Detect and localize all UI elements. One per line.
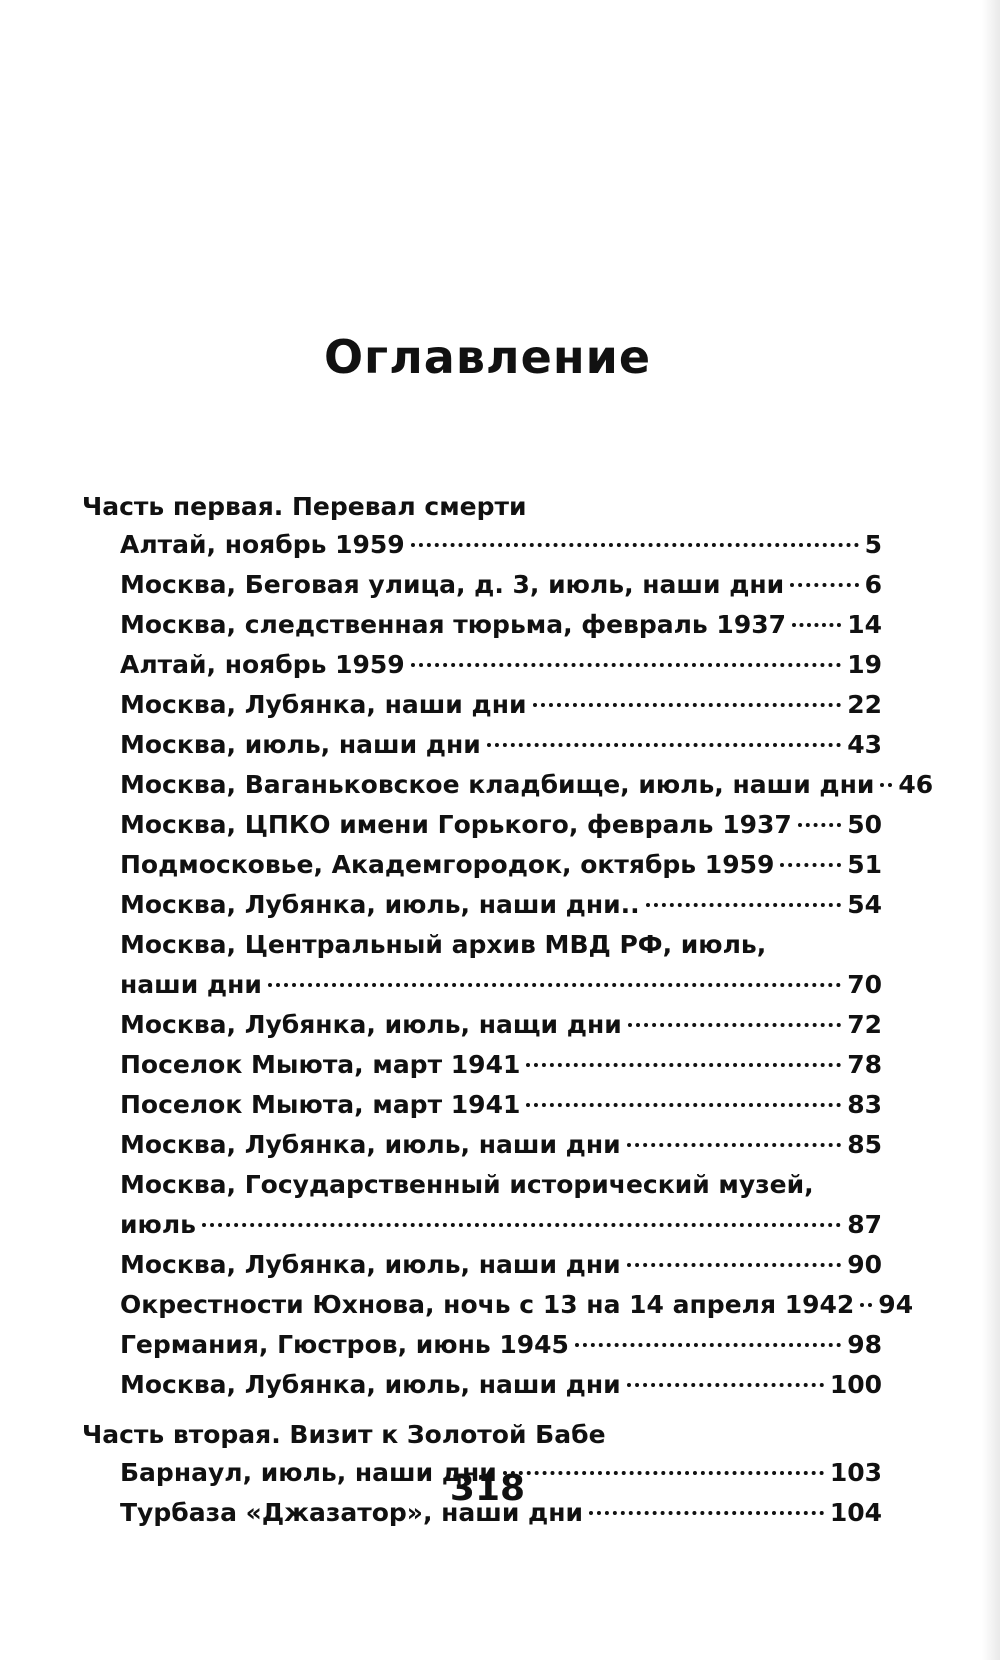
toc-entry-page: 85 bbox=[847, 1130, 882, 1159]
part-1-title: Часть первая. Перевал смерти bbox=[82, 492, 527, 521]
toc-entry-page: 83 bbox=[847, 1090, 882, 1119]
dot-leader bbox=[646, 903, 842, 907]
page-number: 318 bbox=[449, 1468, 526, 1509]
dot-leader bbox=[627, 1143, 842, 1147]
toc-entry-text: Окрестности Юхнова, ночь с 13 на 14 апреля 1942 bbox=[120, 1290, 855, 1319]
toc-entry-text: Москва, Государственный исторический музей, bbox=[120, 1170, 814, 1199]
toc-entry-continuation bbox=[120, 966, 882, 1006]
toc-entry-text: Алтай, ноябрь 1959 bbox=[120, 530, 405, 559]
toc-entry bbox=[120, 526, 882, 566]
toc-entry bbox=[120, 1326, 882, 1366]
dot-leader bbox=[411, 663, 842, 667]
toc-entry-page: 98 bbox=[847, 1330, 882, 1359]
toc-entry bbox=[120, 606, 882, 646]
dot-leader bbox=[268, 983, 841, 987]
toc-entry bbox=[120, 766, 934, 806]
toc-entry-page: 90 bbox=[847, 1250, 882, 1279]
dot-leader bbox=[202, 1223, 841, 1227]
toc-entry bbox=[120, 1046, 882, 1086]
toc-entry-page: 22 bbox=[847, 690, 882, 719]
toc-entry-page: 100 bbox=[829, 1370, 882, 1399]
dot-leader bbox=[589, 1511, 824, 1515]
toc-entry bbox=[120, 646, 882, 686]
toc-entry-page: 94 bbox=[878, 1290, 914, 1319]
toc-entry-text: Подмосковье, Академгородок, октябрь 1959 bbox=[120, 850, 775, 879]
toc-entry-text: Поселок Мыюта, март 1941 bbox=[120, 1090, 521, 1119]
dot-leader bbox=[790, 583, 858, 587]
toc-entry-page: 103 bbox=[829, 1458, 882, 1487]
toc-entry bbox=[120, 1126, 882, 1166]
dot-leader bbox=[627, 1263, 842, 1267]
dot-leader bbox=[533, 703, 842, 707]
toc-entry-text: Алтай, ноябрь 1959 bbox=[120, 650, 405, 679]
toc-entry-continuation bbox=[120, 1206, 882, 1246]
toc-entry-page: 50 bbox=[847, 810, 882, 839]
dot-leader bbox=[411, 543, 859, 547]
toc-entry bbox=[120, 846, 882, 886]
toc-entry-text: Германия, Гюстров, июнь 1945 bbox=[120, 1330, 569, 1359]
dot-leader bbox=[627, 1383, 824, 1387]
dot-leader bbox=[487, 743, 841, 747]
toc-entry bbox=[120, 1006, 882, 1046]
toc-entry bbox=[120, 1286, 914, 1326]
toc-entry-text: Москва, Лубянка, июль, наши дни bbox=[120, 1130, 621, 1159]
toc-entry bbox=[120, 566, 882, 606]
toc-entry bbox=[120, 806, 882, 846]
toc-entry-text-continued: наши дни bbox=[120, 970, 262, 999]
toc-entry-page: 46 bbox=[898, 770, 934, 799]
dot-leader bbox=[860, 1303, 872, 1307]
toc-entry bbox=[120, 886, 882, 926]
page-edge-shadow bbox=[982, 0, 1000, 1660]
toc-entry-text-continued: июль bbox=[120, 1210, 196, 1239]
toc-entry-page: 5 bbox=[864, 530, 882, 559]
page-title: Оглавление bbox=[323, 330, 652, 384]
toc-entry-page: 104 bbox=[829, 1498, 882, 1527]
toc-entry-page: 51 bbox=[847, 850, 882, 879]
toc-entry-page: 19 bbox=[847, 650, 882, 679]
toc-entry bbox=[120, 1246, 882, 1286]
dot-leader bbox=[628, 1023, 841, 1027]
toc-entry-page: 6 bbox=[864, 570, 882, 599]
toc-entry-page: 78 bbox=[847, 1050, 882, 1079]
part-2-title: Часть вторая. Визит к Золотой Бабе bbox=[82, 1420, 606, 1449]
dot-leader bbox=[575, 1343, 841, 1347]
dot-leader bbox=[526, 1063, 841, 1067]
toc-entry-text: Москва, Лубянка, июль, нащи дни bbox=[120, 1010, 622, 1039]
toc-entry-text: Поселок Мыюта, март 1941 bbox=[120, 1050, 521, 1079]
toc-entry-text: Москва, Лубянка, июль, наши дни.. bbox=[120, 890, 640, 919]
toc-entry-text: Барнаул, июль, наши дни bbox=[120, 1458, 497, 1487]
toc-entry-text: Москва, июль, наши дни bbox=[120, 730, 481, 759]
toc-entry bbox=[120, 1166, 882, 1246]
toc-entry-page: 14 bbox=[847, 610, 882, 639]
toc-entry bbox=[120, 726, 882, 766]
dot-leader bbox=[526, 1103, 841, 1107]
toc-entry bbox=[120, 926, 882, 1006]
toc-entry-text: Москва, Беговая улица, д. 3, июль, наши дни bbox=[120, 570, 785, 599]
toc-entry-text: Москва, Лубянка, наши дни bbox=[120, 690, 527, 719]
table-of-contents bbox=[82, 488, 934, 1534]
toc-entry-page: 87 bbox=[847, 1210, 882, 1239]
toc-entry-text: Москва, ЦПКО имени Горького, февраль 1937 bbox=[120, 810, 792, 839]
toc-entry-page: 72 bbox=[847, 1010, 882, 1039]
toc-entry-page: 43 bbox=[847, 730, 882, 759]
dot-leader bbox=[780, 863, 841, 867]
toc-entry bbox=[120, 1366, 882, 1406]
toc-entry-page: 70 bbox=[847, 970, 882, 999]
toc-entry-text: Москва, Лубянка, июль, наши дни bbox=[120, 1250, 621, 1279]
part-1-entries bbox=[120, 526, 934, 1406]
dot-leader bbox=[798, 823, 841, 827]
toc-entry bbox=[120, 1086, 882, 1126]
toc-entry-page: 54 bbox=[847, 890, 882, 919]
toc-entry-text: Москва, Ваганьковское кладбище, июль, наши дни bbox=[120, 770, 875, 799]
toc-entry-text: Турбаза «Джазатор», наши дни bbox=[120, 1498, 584, 1527]
toc-entry bbox=[120, 686, 882, 726]
toc-entry-text: Москва, следственная тюрьма, февраль 1937 bbox=[120, 610, 787, 639]
dot-leader bbox=[792, 623, 841, 627]
toc-entry-text: Москва, Центральный архив МВД РФ, июль, bbox=[120, 930, 767, 959]
toc-entry-text: Москва, Лубянка, июль, наши дни bbox=[120, 1370, 621, 1399]
dot-leader bbox=[880, 783, 892, 787]
